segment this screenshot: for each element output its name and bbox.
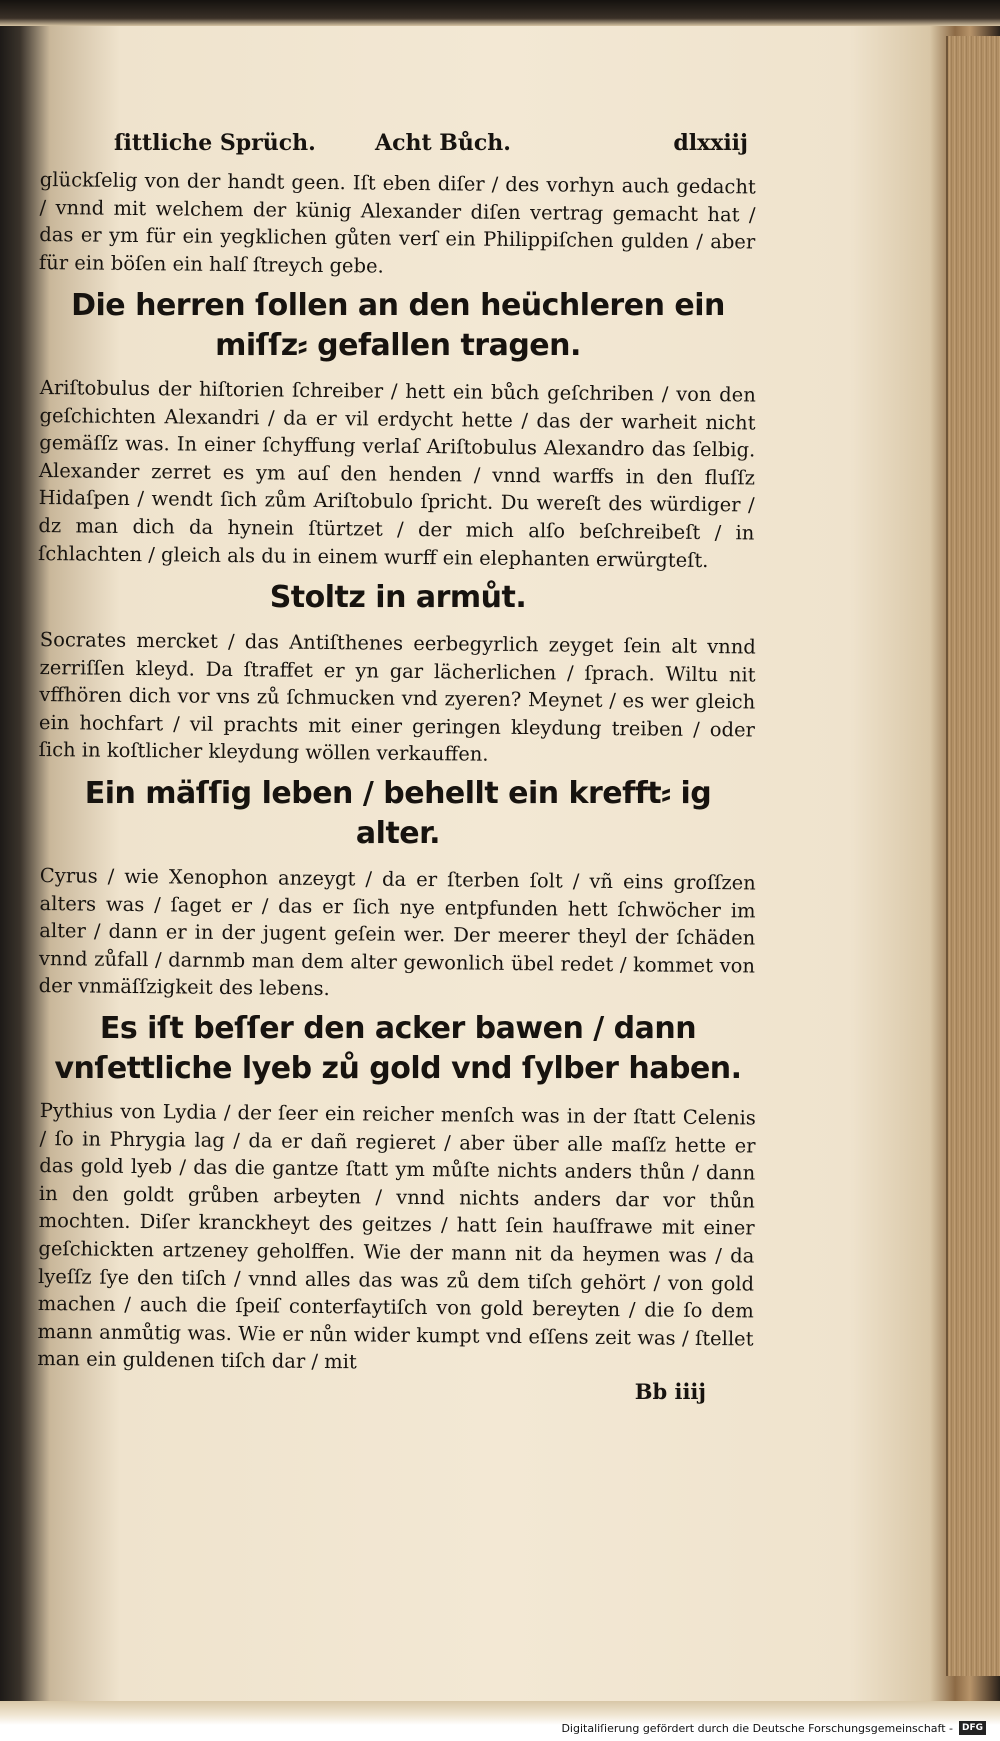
dfg-logo: DFG [959, 1721, 986, 1735]
paragraph-aristobulus: Ariſtobulus der hiſtorien ſchreiber / hett ein bůch geſchriben / von den geſchichten Alexandri / da er vil erdycht hette / das der warheit nicht gemäſſz was. In einer ſchyffung verlaſ Ariſtobulus Alexandro das ſelbig. Alexander zerret es ym auſ den henden / vnnd warffs in den fluſſz Hidaſpen / wendt ſich zům Ariſtobulo ſpricht. Du wereſt des würdiger / dz man dich da hynein ſtürtzet / der mich alſo beſchreibeſt / in ſchlachten / gleich als du in einem wurff ein elephanten erwürgteſt. [38, 376, 756, 572]
paragraph-socrates: Socrates mercket / das Antiſthenes eerbegyrlich zeyget ſein alt vnnd zerriſſen kleyd. Da ſtraffet er yn gar lächerlichen / ſprach. Wiltu nit vffhören dich vor vns zů ſchmucken vnd zyeren? Meynet / es wer gleich ein hochfart / vil prachts mit einer geringen kleydung treiben / oder ſich in koſtlicher kleydung wöllen verkauffen. [38, 627, 756, 766]
folio-number: dlxxiij [673, 130, 748, 156]
section-heading: Ein mäſſig leben / behellt ein krefft⸗ ig alter. [84, 775, 712, 851]
signature-mark: Bb iiij [634, 1379, 706, 1405]
credit-text: Digitaliſierung gefördert durch die Deutsche Forschungsgemeinschaft - [561, 1721, 953, 1735]
book-page-edges [946, 36, 1000, 1676]
section-heading: Es iſt beſſer den acker bawen / dann vnſettliche lyeb zů gold vnd ſylber haben. [54, 1011, 742, 1087]
book-page [37, 130, 756, 1405]
paragraph-cyrus: Cyrus / wie Xenophon anzeygt / da er ſterben ſolt / vñ eins groſſzen alters was / ſaget er / das er ſich nye entpfunden hett ſchwöcher im alter / dann er in der jugent geſein wer. Der meerer theyl der ſchäden vnnd zůfall / darnmb man dem alter gewonlich übel redet / kommet von der vnmäſſzigkeit des lebens. [38, 863, 756, 1000]
section-heading: Stoltz in armůt. [269, 579, 527, 615]
scan-top-edge [0, 0, 1000, 26]
paragraph-intro: glückſelig von der handt geen. Iſt eben diſer / des vorhyn auch gedacht / vnnd mit welchem der künig Alexander diſen vertrag gemacht hat / das er ym für ein yegklichen gůten verſ ein Philippiſchen gulden / aber für ein böſen ein halſ ſtreych gebe. [38, 167, 756, 278]
running-head-left: ſittliche Sprüch. [114, 130, 316, 156]
running-head [40, 130, 756, 166]
paragraph-pythius: Pythius von Lydia / der ſeer ein reicher menſch was in der ſtatt Celenis / ſo in Phrygia lag / da er dañ regieret / aber über alle maſſz hette er das gold lyeb / das die gantze ſtatt ym můſte nichts anders thůn / dann in den goldt grůben arbeyten / vnnd nichts anders dar vor thůn mochten. Diſer kranckheyt des geitzes / hatt ſein hauſfrawe mit einer geſchickten artzeney geholffen. Wie der mann nit da heymen was / da lyeſſz ſye den tiſch / vnnd alles das was zů dem tiſch gehört / von gold machen / auch die ſpeiſ conterfaytiſch von gold bereyten / die ſo dem mann anmůtig was. Wie er nůn wider kumpt vnd eſſens zeit was / ſtellet man ein guldenen tiſch dar / mit [37, 1099, 756, 1375]
digitization-credit [561, 1721, 986, 1735]
running-head-center: Acht Bůch. [375, 130, 511, 156]
section-heading: Die herren ſollen an den heüchleren ein miſſz⸗ gefallen tragen. [71, 288, 725, 364]
